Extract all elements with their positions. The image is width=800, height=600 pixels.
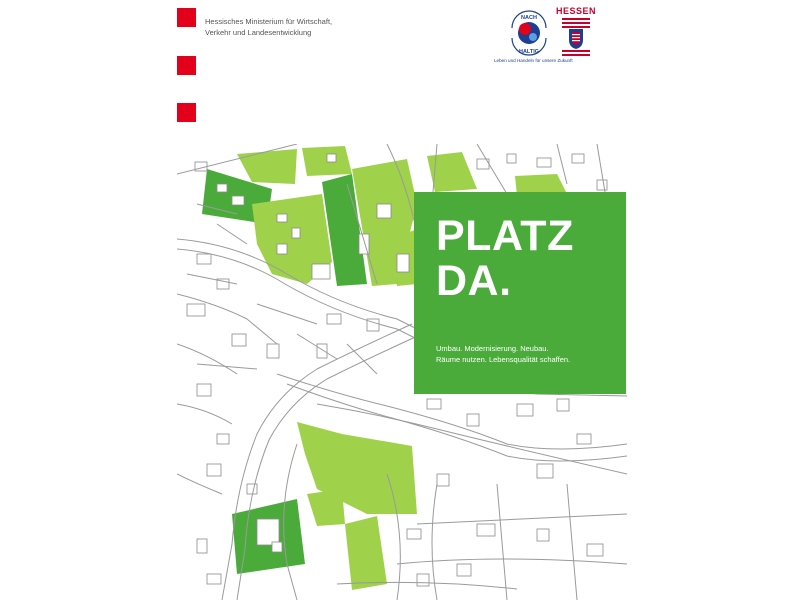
nachhaltig-top-text: NACH	[521, 15, 537, 21]
cover-subtitle-line-1: Umbau. Modernisierung. Neubau.	[436, 344, 549, 353]
cover-title-line-2: DA.	[436, 257, 512, 305]
hessen-wordmark: HESSEN	[556, 6, 597, 16]
cover-subtitle	[436, 343, 616, 365]
hessen-coat-of-arms-icon	[562, 18, 590, 56]
cover-title-box	[414, 192, 626, 394]
ministry-name	[205, 16, 405, 38]
red-accent-square	[177, 56, 196, 75]
ministry-line-2: Verkehr und Landesentwicklung	[205, 28, 312, 37]
red-accent-square	[177, 8, 196, 27]
red-accent-square	[177, 103, 196, 122]
globe-icon	[506, 8, 552, 58]
hessen-logo	[556, 6, 596, 56]
ministry-line-1: Hessisches Ministerium für Wirtschaft,	[205, 17, 333, 26]
nachhaltig-bottom-text: HALTIG	[518, 49, 540, 55]
nachhaltig-tagline: Leben und Handeln für unsere Zukunft	[494, 58, 573, 63]
cover-title-line-1: PLATZ	[436, 212, 574, 260]
cover-subtitle-line-2: Räume nutzen. Lebensqualität schaffen.	[436, 355, 571, 364]
